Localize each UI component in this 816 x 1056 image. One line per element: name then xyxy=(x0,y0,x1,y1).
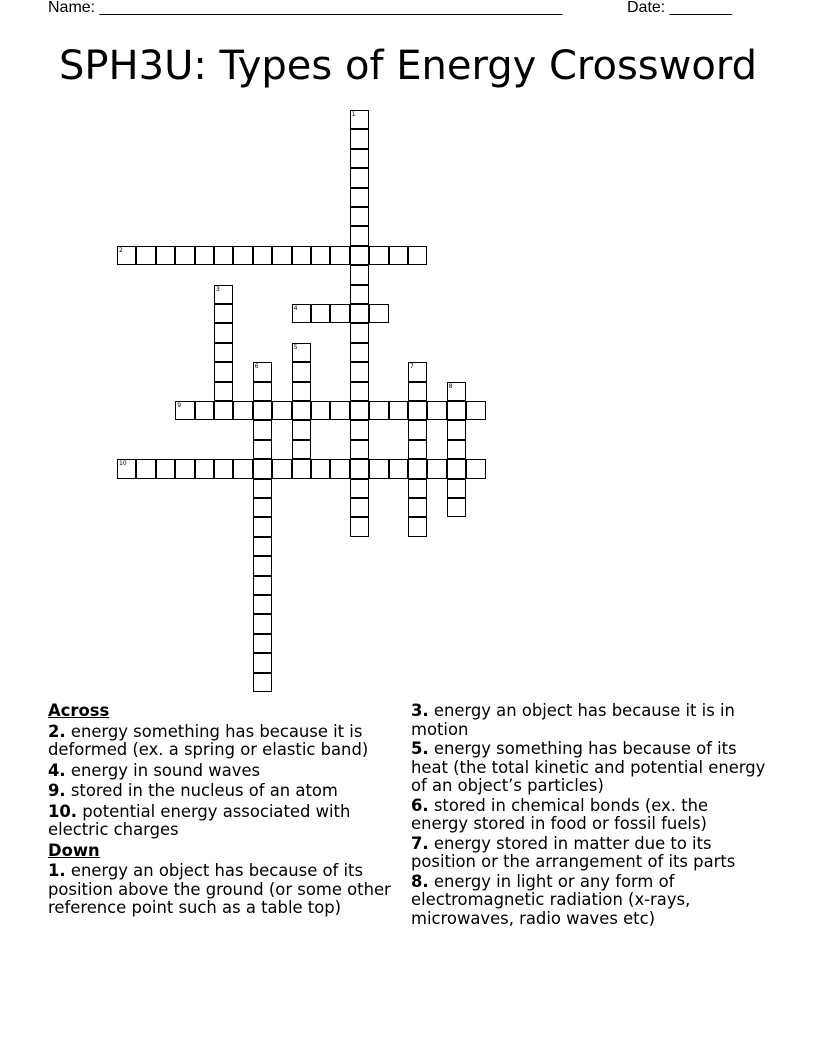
crossword-cell[interactable] xyxy=(214,459,233,478)
crossword-cell[interactable] xyxy=(408,420,427,439)
crossword-cell[interactable] xyxy=(330,304,349,323)
across-clue-9: 9. stored in the nucleus of an atom xyxy=(48,781,338,800)
crossword-cell[interactable] xyxy=(253,459,272,478)
crossword-cell[interactable] xyxy=(350,401,369,420)
crossword-cell[interactable] xyxy=(311,459,330,478)
crossword-cell[interactable] xyxy=(233,459,252,478)
crossword-cell[interactable] xyxy=(195,246,214,265)
crossword-cell[interactable] xyxy=(427,401,446,420)
crossword-cell[interactable] xyxy=(350,362,369,381)
across-clue-10: 10. potential energy associated with electric charges xyxy=(48,801,351,839)
crossword-cell[interactable] xyxy=(369,459,388,478)
name-line[interactable]: Name: ____________________________________________________ xyxy=(48,0,563,16)
clue-number: 2 xyxy=(119,246,123,254)
crossword-cell[interactable] xyxy=(447,401,466,420)
crossword-cell[interactable] xyxy=(389,246,408,265)
crossword-cell[interactable] xyxy=(350,129,369,148)
crossword-cell[interactable] xyxy=(195,459,214,478)
crossword-cell[interactable] xyxy=(447,420,466,439)
crossword-cell[interactable] xyxy=(408,362,427,381)
crossword-cell[interactable] xyxy=(447,382,466,401)
crossword-cell[interactable] xyxy=(447,498,466,517)
crossword-cell[interactable] xyxy=(253,556,272,575)
crossword-cell[interactable] xyxy=(350,517,369,536)
crossword-cell[interactable] xyxy=(427,459,446,478)
clue-number: 7 xyxy=(410,363,414,371)
crossword-cell[interactable] xyxy=(214,323,233,342)
crossword-cell[interactable] xyxy=(389,459,408,478)
crossword-cell[interactable] xyxy=(408,440,427,459)
crossword-cell[interactable] xyxy=(292,362,311,381)
crossword-cell[interactable] xyxy=(466,459,485,478)
crossword-cell[interactable] xyxy=(233,246,252,265)
crossword-cell[interactable] xyxy=(175,459,194,478)
crossword-cell[interactable] xyxy=(214,343,233,362)
crossword-cell[interactable] xyxy=(214,362,233,381)
crossword-cell[interactable] xyxy=(292,246,311,265)
crossword-cell[interactable] xyxy=(447,459,466,478)
crossword-cell[interactable] xyxy=(156,246,175,265)
crossword-cell[interactable] xyxy=(253,382,272,401)
crossword-cell[interactable] xyxy=(369,304,388,323)
crossword-cell[interactable] xyxy=(311,246,330,265)
clue-number: 4 xyxy=(293,305,298,312)
page-title: SPH3U: Types of Energy Crossword xyxy=(59,43,757,89)
crossword-cell[interactable] xyxy=(466,401,485,420)
crossword-cell[interactable] xyxy=(389,401,408,420)
clue-number: 1 xyxy=(351,111,356,118)
crossword-cell[interactable] xyxy=(253,634,272,653)
crossword-cell[interactable] xyxy=(350,459,369,478)
crossword-cell[interactable] xyxy=(253,401,272,420)
across-clue-2: 2. energy something has because it is deformed (ex. a spring or elastic band) xyxy=(48,721,369,759)
crossword-cell[interactable] xyxy=(292,459,311,478)
crossword-cell[interactable] xyxy=(311,401,330,420)
crossword-cell[interactable] xyxy=(253,440,272,459)
crossword-cell[interactable] xyxy=(233,401,252,420)
crossword-cell[interactable] xyxy=(253,479,272,498)
across-clue-4: 4. energy in sound waves xyxy=(48,760,261,780)
crossword-cell[interactable] xyxy=(292,420,311,439)
crossword-cell[interactable] xyxy=(214,246,233,265)
down-heading: Down xyxy=(48,840,100,860)
crossword-cell[interactable] xyxy=(350,304,369,323)
crossword-cell[interactable] xyxy=(350,479,369,498)
crossword-cell[interactable] xyxy=(350,226,369,245)
crossword-cell[interactable] xyxy=(156,459,175,478)
crossword-cell[interactable] xyxy=(330,401,349,420)
down-clue-6: 6. stored in chemical bonds (ex. the energy stored in food or fossil fuels) xyxy=(411,795,709,833)
crossword-cell[interactable] xyxy=(408,498,427,517)
crossword-cell[interactable] xyxy=(253,576,272,595)
crossword-cell[interactable] xyxy=(292,343,311,362)
crossword-cell[interactable] xyxy=(350,343,369,362)
down-clue-7: 7. energy stored in matter due to its position or the arrangement of its parts xyxy=(411,833,736,871)
crossword-cell[interactable] xyxy=(447,440,466,459)
crossword-cell[interactable] xyxy=(253,420,272,439)
crossword-cell[interactable] xyxy=(253,653,272,672)
across-heading: Across xyxy=(48,701,110,720)
crossword-cell[interactable] xyxy=(253,595,272,614)
crossword-cell[interactable] xyxy=(253,498,272,517)
crossword-cell[interactable] xyxy=(214,304,233,323)
clue-number: 5 xyxy=(293,343,298,351)
down-clue-5: 5. energy something has because of its heat (the total kinetic and potential energy of an object’s particles) xyxy=(411,739,766,795)
crossword-cell[interactable] xyxy=(350,168,369,187)
crossword-cell[interactable] xyxy=(136,246,155,265)
crossword-cell[interactable] xyxy=(350,420,369,439)
date-line[interactable]: Date: _______ xyxy=(627,0,732,16)
crossword-cell[interactable] xyxy=(253,246,272,265)
down-clue-3: 3. energy an object has because it is in motion xyxy=(411,701,735,739)
crossword-cell[interactable] xyxy=(408,382,427,401)
crossword-cell[interactable] xyxy=(253,517,272,536)
crossword-cell[interactable] xyxy=(350,440,369,459)
crossword-cell[interactable] xyxy=(214,285,233,304)
crossword-cell[interactable] xyxy=(117,246,136,265)
crossword-cell[interactable] xyxy=(408,401,427,420)
crossword-cell[interactable] xyxy=(350,110,369,129)
down-clue-8: 8. energy in light or any form of electromagnetic radiation (x-rays, microwaves, radio waves etc) xyxy=(411,871,691,928)
crossword-cell[interactable] xyxy=(350,265,369,284)
clue-number: 8 xyxy=(448,382,453,390)
crossword-cell[interactable] xyxy=(447,479,466,498)
crossword-cell[interactable] xyxy=(292,304,311,323)
crossword-cell[interactable] xyxy=(214,382,233,401)
crossword-cell[interactable] xyxy=(350,149,369,168)
crossword-cell[interactable] xyxy=(175,246,194,265)
clue-number: 6 xyxy=(254,363,259,371)
crossword-cell[interactable] xyxy=(272,246,291,265)
crossword-cell[interactable] xyxy=(253,673,272,692)
crossword-cell[interactable] xyxy=(350,382,369,401)
crossword-cell[interactable] xyxy=(117,459,136,478)
crossword-cell[interactable] xyxy=(350,498,369,517)
crossword-cell[interactable] xyxy=(330,246,349,265)
crossword-cell[interactable] xyxy=(350,207,369,226)
crossword-cell[interactable] xyxy=(292,440,311,459)
crossword-cell[interactable] xyxy=(292,382,311,401)
crossword-cell[interactable] xyxy=(253,614,272,633)
crossword-cell[interactable] xyxy=(214,401,233,420)
clue-number: 9 xyxy=(177,402,182,409)
crossword-cell[interactable] xyxy=(408,459,427,478)
crossword-cell[interactable] xyxy=(253,362,272,381)
crossword-cell[interactable] xyxy=(350,188,369,207)
crossword-cell[interactable] xyxy=(350,323,369,342)
crossword-cell[interactable] xyxy=(408,517,427,536)
crossword-cell[interactable] xyxy=(136,459,155,478)
crossword-cell[interactable] xyxy=(311,304,330,323)
crossword-cell[interactable] xyxy=(350,285,369,304)
crossword-cell[interactable] xyxy=(292,401,311,420)
clue-number: 3 xyxy=(216,285,220,293)
clue-number: 10 xyxy=(119,460,127,468)
crossword-cell[interactable] xyxy=(272,459,291,478)
crossword-cell[interactable] xyxy=(272,401,291,420)
crossword-cell[interactable] xyxy=(195,401,214,420)
clues-column-right xyxy=(411,702,766,929)
crossword-cell[interactable] xyxy=(175,401,194,420)
down-clue-1: 1. energy an object has because of its position above the ground (or some other reference point such as a table top) xyxy=(48,861,391,917)
crossword-cell[interactable] xyxy=(350,246,369,265)
clues-column-left xyxy=(48,702,398,920)
crossword-cell[interactable] xyxy=(330,459,349,478)
crossword-cell[interactable] xyxy=(253,537,272,556)
crossword-cell[interactable] xyxy=(369,401,388,420)
crossword-cell[interactable] xyxy=(408,246,427,265)
crossword-cell[interactable] xyxy=(408,479,427,498)
crossword-cell[interactable] xyxy=(369,246,388,265)
